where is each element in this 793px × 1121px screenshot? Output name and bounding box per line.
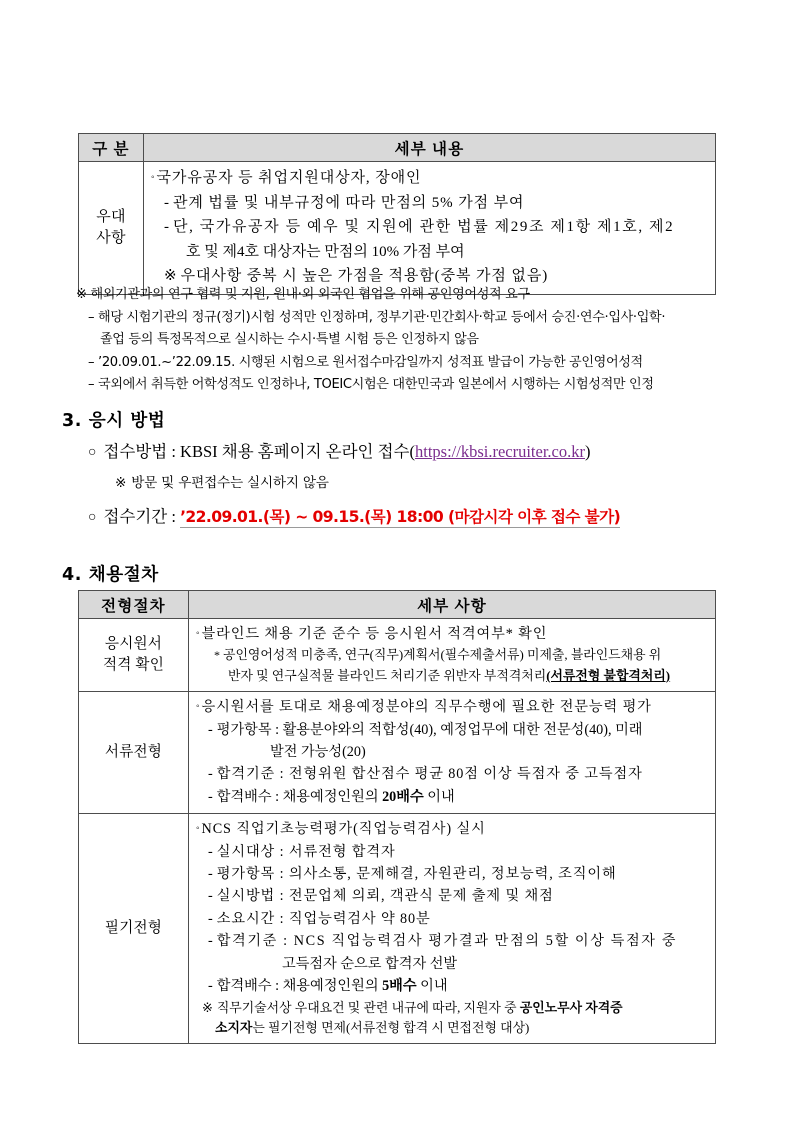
- list-item-continuation: 호 및 제4호 대상자는 만점의 10% 가점 부여: [186, 243, 465, 260]
- note-item: – ’20.09.01.~’22.09.15. 시행된 시험으로 원서접수마감일까지 성적표 발급이 가능한 공인영어성적: [88, 354, 643, 370]
- note-line-continuation: 졸업 등의 특정목적으로 실시하는 수시·특별 시험 등은 인정하지 않음: [100, 332, 479, 347]
- application-method-row: ○ 접수방법 : KBSI 채용 홈페이지 온라인 접수(https://kbsi.recruiter.co.kr): [88, 442, 591, 461]
- pass-multiplier-written: 5배수: [382, 978, 417, 995]
- english-score-notes: [76, 284, 736, 397]
- list-item: - 평가항목 : 의사소통, 문제해결, 자원관리, 정보능력, 조직이해: [208, 866, 617, 883]
- list-item: ◦ 국가유공자 등 취업지원대상자, 장애인: [151, 170, 422, 186]
- list-item: - 소요시간 : 직업능력검사 약 80분: [208, 910, 431, 927]
- row-label-line1: 우대: [96, 208, 126, 225]
- table-header-row: [79, 591, 716, 619]
- circle-bullet-icon: ◦: [196, 823, 200, 835]
- list-item-continuation: 발전 가능성(20): [270, 744, 366, 761]
- dash-bullet-icon: -: [208, 888, 213, 905]
- application-method-note: ※ 방문 및 우편접수는 실시하지 않음: [115, 475, 329, 491]
- list-item: - 합격기준 : NCS 직업능력검사 평가결과 만점의 5할 이상 득점자 중: [208, 933, 678, 950]
- dash-bullet-icon: -: [208, 978, 213, 995]
- application-period-row: ○ 접수기간 : ’22.09.01.(목) ~ 09.15.(목) 18:00 (마감시각 이후 접수 불가): [88, 507, 621, 526]
- dash-bullet-icon: –: [88, 377, 95, 392]
- circle-bullet-icon: ◦: [151, 172, 155, 183]
- stage-label-written-test: [79, 814, 189, 1044]
- section-heading-4: 4. 채용절차: [62, 565, 159, 585]
- star-mark-icon: *: [214, 648, 220, 663]
- dash-bullet-icon: -: [164, 194, 169, 211]
- table-row: [79, 162, 716, 295]
- stage-label-line1: 응시원서: [104, 636, 163, 653]
- stage-label-document-screening: [79, 692, 189, 814]
- list-item-footnote: * 공인영어성적 미충족, 연구(직무)계획서(필수제출서류) 미제출, 블라인드채용 위: [214, 648, 662, 663]
- table-header-row: [79, 134, 716, 162]
- dash-bullet-icon: -: [208, 933, 213, 950]
- list-item: ◦ 응시원서를 토대로 채용예정분야의 직무수행에 필요한 전문능력 평가: [196, 699, 652, 716]
- list-item-footnote-continuation: 반자 및 연구실적물 블라인드 처리기준 위반자 부적격처리(서류전형 불합격처리): [228, 668, 671, 683]
- dash-bullet-icon: -: [208, 910, 213, 927]
- stage-label-line1: 서류전형: [104, 744, 163, 761]
- dash-bullet-icon: –: [88, 354, 95, 370]
- disqualification-emphasis: (서류전형 불합격처리): [546, 668, 671, 683]
- list-item: - 실시방법 : 전문업체 의뢰, 객관식 문제 출제 및 채점: [208, 888, 554, 905]
- list-item: ◦ NCS 직업기초능력평가(직업능력검사) 실시: [196, 821, 486, 838]
- section-heading-3: 3. 응시 방법: [62, 411, 166, 431]
- labor-attorney-emphasis: 공인노무사 자격증: [519, 1000, 623, 1015]
- stage-label-line2: 적격 확인: [102, 657, 165, 674]
- list-item-note-continuation: 소지자는 필기전형 면제(서류전형 합격 시 면접전형 대상): [215, 1020, 530, 1035]
- note-item: – 국외에서 취득한 어학성적도 인정하나, TOEIC시험은 대한민국과 일본에서 시행하는 시험성적만 인정: [88, 377, 654, 392]
- list-item-note: ※ 직무기술서상 우대요건 및 관련 내규에 따라, 지원자 중 공인노무사 자격증: [202, 1000, 623, 1015]
- row-label-preference: [79, 162, 144, 295]
- dash-bullet-icon: -: [208, 721, 213, 738]
- circle-marker-icon: ○: [88, 510, 97, 525]
- dash-bullet-icon: -: [164, 219, 169, 236]
- stage-details-written-test: [189, 814, 716, 1044]
- list-item-continuation: 고득점자 순으로 합격자 선발: [282, 955, 458, 972]
- stage-details-document-screening: [189, 692, 716, 814]
- recruitment-process-table: [78, 590, 716, 1044]
- circle-bullet-icon: ◦: [196, 628, 200, 639]
- list-item: - 합격기준 : 전형위원 합산점수 평균 80점 이상 득점자 중 고득점자: [208, 766, 643, 783]
- application-period-value: ’22.09.01.(목) ~ 09.15.(목) 18:00 (마감시각 이후 접수 불가): [180, 508, 621, 526]
- list-item: - 평가항목 : 활용분야와의 적합성(40), 예정업무에 대한 전문성(40), 미래: [208, 721, 643, 738]
- column-header-category: 구 분: [79, 134, 144, 162]
- table-row: [79, 692, 716, 814]
- note-line: – 해당 시험기관의 정규(정기)시험 성적만 인정하며, 정부기관·민간회사·학교 등에서 승진·연수·입사·입학·: [88, 309, 666, 325]
- list-item: ◦ 블라인드 채용 기준 준수 등 응시원서 적격여부* 확인: [196, 626, 548, 642]
- table-row: [79, 814, 716, 1044]
- note-mark-icon: ※: [202, 1000, 213, 1015]
- preference-table: [78, 133, 716, 295]
- dash-bullet-icon: –: [88, 309, 95, 325]
- list-item: - 합격배수 : 채용예정인원의 5배수 이내: [208, 978, 448, 995]
- dash-bullet-icon: -: [208, 766, 213, 783]
- note-line: ※ 해외기관과의 연구 협력 및 지원, 원내·외 외국인 협업을 위해 공인영어성적 요구: [76, 287, 530, 302]
- preference-table-container: [78, 133, 716, 295]
- table-row: [79, 619, 716, 692]
- circle-bullet-icon: ◦: [196, 701, 200, 713]
- recruitment-process-table-container: [78, 590, 716, 1044]
- column-header-details: 세부 사항: [189, 591, 716, 619]
- dash-bullet-icon: -: [208, 843, 213, 860]
- row-label-line2: 사항: [96, 229, 126, 246]
- circle-marker-icon: ○: [88, 445, 97, 460]
- list-item: - 관계 법률 및 내부규정에 따라 만점의 5% 가점 부여: [164, 194, 525, 211]
- holder-emphasis: 소지자: [215, 1020, 253, 1035]
- list-item-note: ※ 우대사항 중복 시 높은 가점을 적용함(중복 가점 없음): [164, 268, 549, 285]
- note-mark-icon: ※: [115, 475, 127, 491]
- stage-label-application-check: [79, 619, 189, 692]
- list-item: - 단, 국가유공자 등 예우 및 지원에 관한 법률 제29조 제1항 제1호, 제2: [164, 219, 675, 236]
- dash-bullet-icon: -: [208, 788, 213, 805]
- pass-multiplier-document: 20배수: [382, 788, 424, 805]
- stage-label-line1: 필기전형: [104, 920, 163, 937]
- column-header-stage: 전형절차: [79, 591, 189, 619]
- stage-details-application-check: [189, 619, 716, 692]
- section-3-content: [88, 437, 748, 533]
- list-item: - 실시대상 : 서류전형 합격자: [208, 843, 396, 860]
- note-item: [76, 307, 736, 352]
- list-item: - 합격배수 : 채용예정인원의 20배수 이내: [208, 788, 455, 805]
- row-content-preference: [144, 162, 716, 295]
- dash-bullet-icon: -: [208, 866, 213, 883]
- recruit-site-link[interactable]: https://kbsi.recruiter.co.kr: [414, 442, 585, 461]
- note-mark-icon: ※: [76, 287, 87, 302]
- note-mark-icon: ※: [164, 268, 177, 285]
- column-header-details: 세부 내용: [144, 134, 716, 162]
